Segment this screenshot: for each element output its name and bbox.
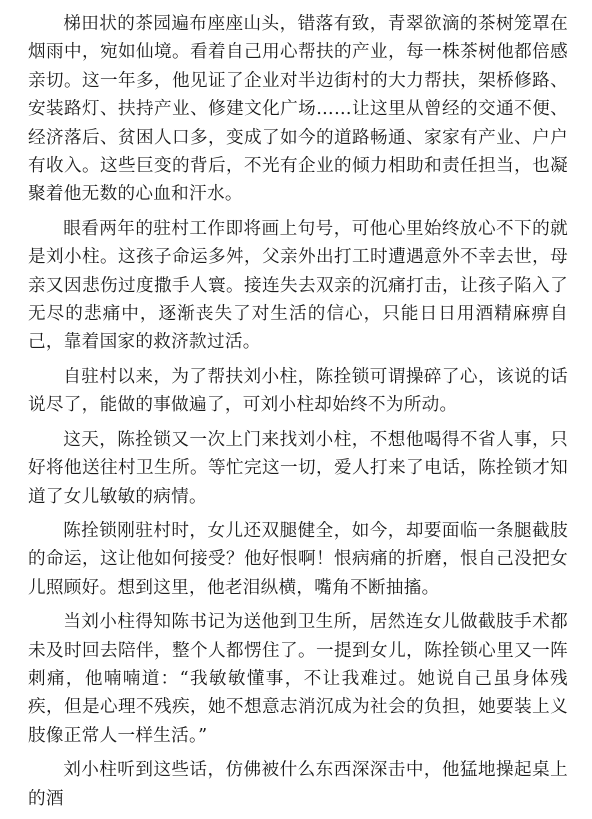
paragraph-liu-xiaozhu-background: 眼看两年的驻村工作即将画上句号，可他心里始终放心不下的就是刘小柱。这孩子命运多舛，父亲外出打工时遭遇意外不幸去世，母亲又因悲伤过度撒手人寰。接连失去双亲的沉痛打击，让孩子陷入了无尽的悲痛中，逐渐丧失了对生活的信心，只能日日用酒精麻痹自己，靠着国家的救济款过活。 [28, 218, 568, 353]
paragraph-final: 刘小柱听到这些话，仿佛被什么东西深深击中，他猛地操起桌上的酒 [28, 760, 568, 809]
article-body [28, 10, 568, 819]
paragraph-daughter: 陈拴锁刚驻村时，女儿还双腿健全，如今，却要面临一条腿截肢的命运，这让他如何接受？他好恨啊！恨病痛的折磨，恨自己没把女儿照顾好。想到这里，他老泪纵横，嘴角不断抽搐。 [28, 520, 568, 598]
paragraph-efforts: 自驻村以来，为了帮扶刘小柱，陈拴锁可谓操碎了心，该说的话说尽了，能做的事做遍了，可刘小柱却始终不为所动。 [28, 366, 568, 416]
paragraph-liu-learns: 当刘小柱得知陈书记为送他到卫生所，居然连女儿做截肢手术都未及时回去陪伴，整个人都愣住了。一提到女儿，陈拴锁心里又一阵刺痛，他喃喃道：“我敏敏懂事，不让我难过。她说自己虽身体残疾，但是心理不残疾，她不想意志消沉成为社会的负担，她要装上义肢像正常人一样生活。” [28, 612, 568, 746]
paragraph-tea-garden: 梯田状的茶园遍布座座山头，错落有致，青翠欲滴的茶树笼罩在烟雨中，宛如仙境。看着自己用心帮扶的产业，每一株茶树他都倍感亲切。这一年多，他见证了企业对半边街村的大力帮扶，架桥修路、安装路灯、扶持产业、修建文化广场……让这里从曾经的交通不便、经济落后、贫困人口多，变成了如今的道路畅通、家家有产业、户户有收入。这些巨变的背后，不光有企业的倾力相助和责任担当，也凝聚着他无数的心血和汗水。 [28, 14, 568, 205]
paragraph-phone-call: 这天，陈拴锁又一次上门来找刘小柱，不想他喝得不省人事，只好将他送往村卫生所。等忙完这一切，爱人打来了电话，陈拴锁才知道了女儿敏敏的病情。 [28, 429, 568, 507]
